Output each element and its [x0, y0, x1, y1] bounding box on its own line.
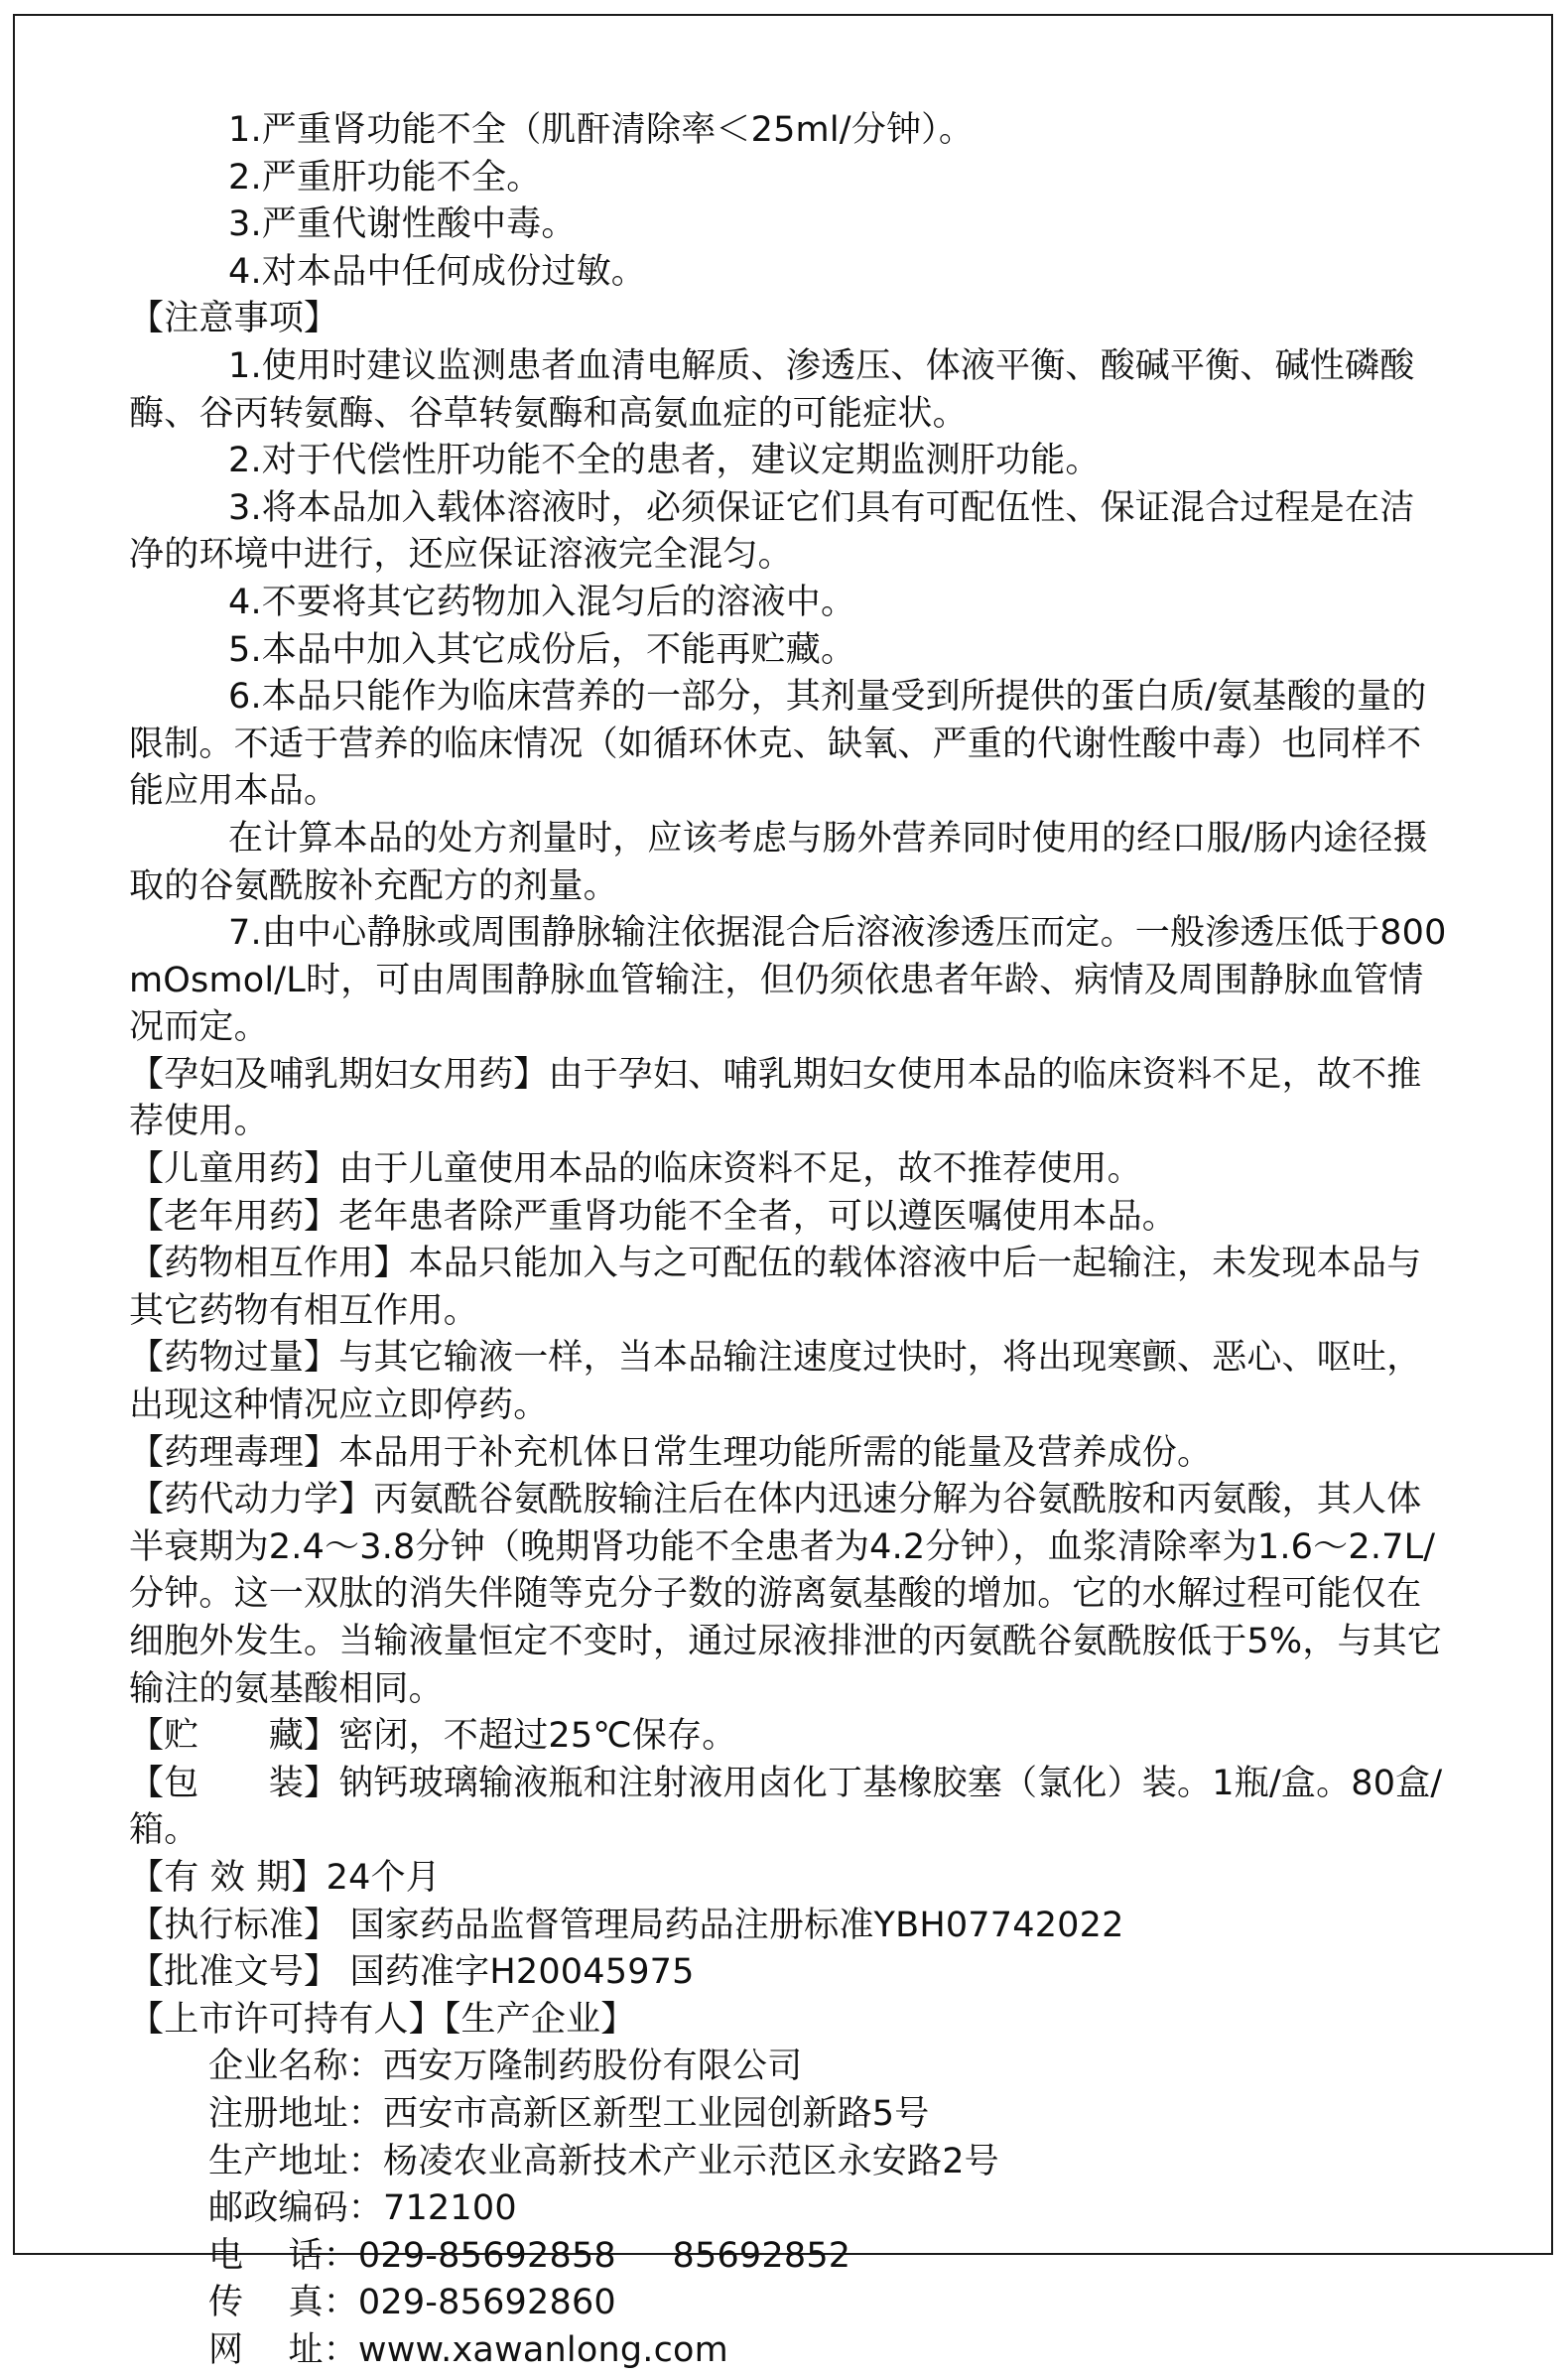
company-name: 企业名称：西安万隆制药股份有限公司: [208, 2046, 803, 2087]
section-heading: 【有 效 期】: [129, 1857, 327, 1898]
section-heading: 【儿童用药】: [129, 1149, 339, 1190]
section-overdose: [129, 1335, 1449, 1429]
section-text: 国家药品监督管理局药品注册标准YBH07742022: [338, 1905, 1124, 1945]
section-heading: 【药理毒理】: [129, 1432, 339, 1473]
section-heading: 【药物相互作用】: [129, 1244, 409, 1284]
holder-heading: 【上市许可持有人】【生产企业】: [129, 1999, 636, 2040]
section-text: 与其它输液一样，当本品输注速度过快时，将出现寒颤、恶心、呕吐，出现这种情况应立即停药。: [129, 1338, 1422, 1426]
section-interactions: [129, 1241, 1449, 1335]
precaution-item: 5.本品中加入其它成份后，不能再贮藏。: [228, 629, 856, 670]
document-frame: [13, 14, 1553, 2370]
section-text: 丙氨酰谷氨酰胺输注后在体内迅速分解为谷氨酰胺和丙氨酸，其人体半衰期为2.4～3.8分钟（晚期肾功能不全患者为4.2分钟），血浆清除率为1.6～2.7L/分钟。这一双肽的消失伴随等克分子数的游离氨基酸的增加。它的水解过程可能仅在细胞外发生。当输液量恒定不变时，通过尿液排泄的丙氨酰谷氨酰胺低于5%，与其它输注的氨基酸相同。: [129, 1480, 1443, 1709]
section-text: 24个月: [326, 1857, 441, 1898]
section-text: 本品用于补充机体日常生理功能所需的能量及营养成份。: [338, 1432, 1213, 1473]
section-shelf-life: [129, 1855, 1449, 1903]
section-text: 国药准字H20045975: [338, 1952, 695, 1993]
section-heading: 【包 装】: [129, 1763, 339, 1803]
section-heading: 【批准文号】: [129, 1952, 339, 1993]
precaution-item: 4.不要将其它药物加入混匀后的溶液中。: [228, 582, 856, 622]
section-text: 钠钙玻璃输液瓶和注射液用卤化丁基橡胶塞（氯化）装。1瓶/盒。80盒/箱。: [129, 1763, 1443, 1851]
section-heading: 【药物过量】: [129, 1338, 339, 1379]
precaution-item: 3.将本品加入载体溶液时，必须保证它们具有可配伍性、保证混合过程是在洁净的环境中进行，还应保证溶液完全混匀。: [129, 487, 1415, 576]
section-package: [129, 1761, 1449, 1855]
section-heading: 【贮 藏】: [129, 1716, 339, 1757]
contraindication-item: 4.对本品中任何成份过敏。: [228, 251, 646, 292]
section-pharmacokinetics: [129, 1477, 1449, 1713]
telephone: 电 话：029-85692858 85692852: [208, 2235, 851, 2276]
section-heading: 【药代动力学】: [129, 1480, 374, 1520]
section-storage: [129, 1713, 1449, 1761]
contraindication-item: 3.严重代谢性酸中毒。: [228, 204, 577, 245]
section-heading: 【老年用药】: [129, 1196, 339, 1237]
contraindication-item: 1.严重肾功能不全（肌酐清除率＜25ml/分钟）。: [228, 110, 975, 150]
section-children: [129, 1146, 1449, 1194]
company-info: [208, 2044, 1449, 2374]
section-text: 密闭，不超过25℃保存。: [338, 1716, 737, 1757]
precaution-item: 1.使用时建议监测患者血清电解质、渗透压、体液平衡、酸碱平衡、碱性磷酸酶、谷丙转氨酶、谷草转氨酶和高氨血症的可能症状。: [129, 345, 1415, 434]
section-pharmacology: [129, 1430, 1449, 1478]
section-text: 由于儿童使用本品的临床资料不足，故不推荐使用。: [338, 1149, 1142, 1190]
contraindication-item: 2.严重肝功能不全。: [228, 157, 542, 198]
precaution-item: 在计算本品的处方剂量时，应该考虑与肠外营养同时使用的经口服/肠内途径摄取的谷氨酰胺补充配方的剂量。: [129, 818, 1428, 906]
section-elderly: [129, 1194, 1449, 1242]
postal-code: 邮政编码：712100: [208, 2188, 517, 2229]
fax: 传 真：029-85692860: [208, 2283, 616, 2323]
precaution-item: 7.由中心静脉或周围静脉输注依据混合后溶液渗透压而定。一般渗透压低于800 mOsmol/L时，可由周围静脉血管输注，但仍须依患者年龄、病情及周围静脉血管情况而定。: [129, 913, 1447, 1048]
leaflet-body: [129, 107, 1449, 2375]
precaution-item: 6.本品只能作为临床营养的一部分，其剂量受到所提供的蛋白质/氨基酸的量的限制。不适于营养的临床情况（如循环休克、缺氧、严重的代谢性酸中毒）也同样不能应用本品。: [129, 677, 1427, 812]
section-heading: 【执行标准】: [129, 1905, 339, 1945]
section-pregnancy: [129, 1052, 1449, 1146]
section-text: 由于孕妇、哺乳期妇女使用本品的临床资料不足，故不推荐使用。: [129, 1054, 1422, 1142]
registered-address: 注册地址：西安市高新区新型工业园创新路5号: [208, 2093, 930, 2134]
website: 网 址：www.xawanlong.com: [208, 2329, 728, 2370]
precautions-heading: 【注意事项】: [129, 299, 339, 339]
section-standard: [129, 1903, 1449, 1950]
production-address: 生产地址：杨凌农业高新技术产业示范区永安路2号: [208, 2141, 999, 2181]
section-text: 本品只能加入与之可配伍的载体溶液中后一起输注，未发现本品与其它药物有相互作用。: [129, 1244, 1422, 1331]
section-approval-number: [129, 1949, 1449, 1997]
section-text: 老年患者除严重肾功能不全者，可以遵医嘱使用本品。: [338, 1196, 1178, 1237]
section-heading: 【孕妇及哺乳期妇女用药】: [129, 1054, 549, 1095]
precaution-item: 2.对于代偿性肝功能不全的患者，建议定期监测肝功能。: [228, 441, 1101, 481]
